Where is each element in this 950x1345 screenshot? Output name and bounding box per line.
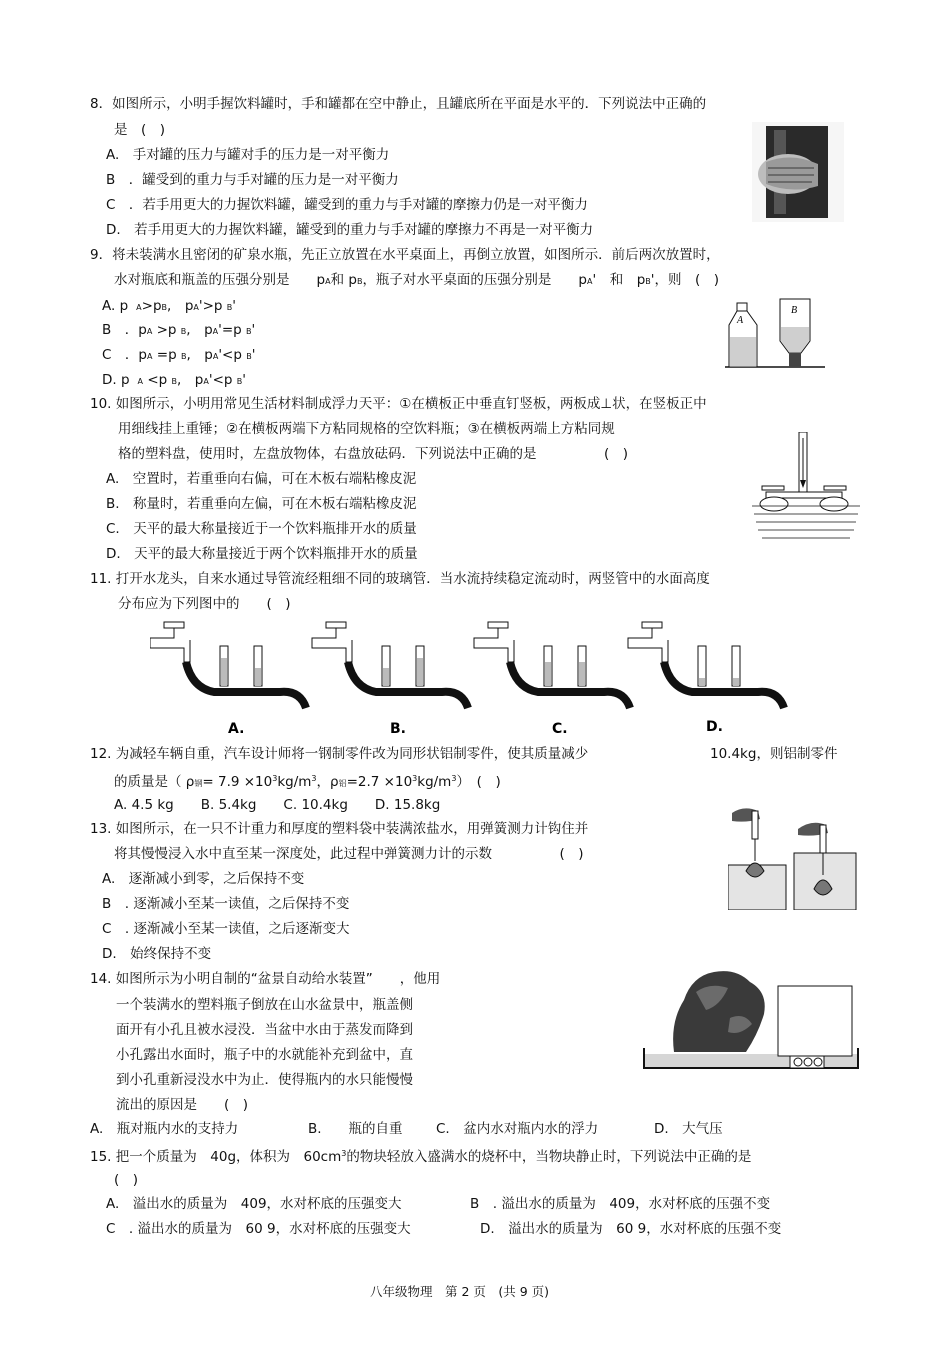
- option-c-label: C.: [552, 721, 568, 737]
- q10-stem-cont2: 格的塑料盘，使用时，左盘放物体，右盘放砝码．下列说法中正确的是 ( ): [118, 446, 629, 462]
- buoyancy-balance-figure: [752, 432, 860, 550]
- spring-scale-figure: [728, 805, 858, 910]
- q9-option-d: D. p A <p B, pA'<p B': [102, 372, 246, 388]
- option-b-label: B.: [390, 721, 406, 737]
- q11-stem-cont: 分布应为下列图中的 ( ): [118, 596, 291, 612]
- q13-option-c: C . 逐渐减小至某一读值，之后逐渐变大: [102, 921, 350, 937]
- q10-stem: 10. 如图所示，小明用常见生活材料制成浮力天平：①在横板正中垂直钉竖板，两板成⊥状，在竖板正中: [90, 396, 707, 412]
- q15-stem-cont: ( ): [114, 1172, 139, 1188]
- q13-option-d: D. 始终保持不变: [102, 946, 212, 962]
- q12-stem: 12. 为减轻车辆自重，汽车设计师将一钢制零件改为同形状铝制零件，使其质量减少: [90, 746, 589, 762]
- q10-option-b: B. 称量时，若重垂向左偏，可在木板右端粘橡皮泥: [106, 496, 417, 512]
- q15-option-a: A. 溢出水的质量为 409，水对杯底的压强变大: [106, 1196, 402, 1212]
- q11-stem: 11. 打开水龙头，自来水通过导管流经粗细不同的玻璃管．当水流持续稳定流动时，两竖管中的水面高度: [90, 571, 710, 587]
- q8-option-b: B ．罐受到的重力与手对罐的压力是一对平衡力: [106, 172, 399, 188]
- q15-option-d: D. 溢出水的质量为 60 9，水对杯底的压强不变: [480, 1221, 782, 1237]
- q9-option-b: B ．pA >p B, pA'=p B': [102, 322, 256, 338]
- faucet-tubes-figure: [150, 618, 790, 738]
- q12-stem-cont: 的质量是（ ρ钢= $7.9 \times 10^3kg/m^3$，ρ铝$=2.7 \times 10^3kg/m^3$） ( ): [114, 774, 501, 790]
- q13-stem-cont: 将其慢慢浸入水中直至某一深度处，此过程中弹簧测力计的示数 ( ): [114, 846, 584, 862]
- q8-stem: 8．如图所示，小明手握饮料罐时，手和罐都在空中静止，且罐底所在平面是水平的．下列说法中正确的: [90, 96, 707, 112]
- q9-stem: 9．将未装满水且密闭的矿泉水瓶，先正立放置在水平桌面上，再倒立放置，如图所示．前后两次放置时，: [90, 247, 720, 263]
- q9-stem-cont: 水对瓶底和瓶盖的压强分别是 pA和 pB，瓶子对水平桌面的压强分别是 pA' 和 pB'，则 ( ): [114, 272, 720, 288]
- q13-option-a: A. 逐渐减小到零，之后保持不变: [102, 871, 305, 887]
- option-a-label: A.: [228, 721, 245, 737]
- q14-option-c: C. 盆内水对瓶内水的浮力: [436, 1121, 599, 1137]
- bottle-b-label: B: [791, 305, 798, 316]
- page-footer: 八年级物理 第 2 页 (共 9 页): [370, 1284, 550, 1299]
- q13-stem: 13. 如图所示，在一只不计重力和厚度的塑料袋中装满浓盐水，用弹簧测力计钩住并: [90, 821, 589, 837]
- q14-option-b: B. 瓶的自重: [308, 1121, 403, 1137]
- option-d-diagram: [628, 622, 784, 735]
- q10-option-a: A. 空置时，若重垂向右偏，可在木板右端粘橡皮泥: [106, 471, 417, 487]
- water-bottles-figure: [725, 295, 825, 370]
- q12-stem-right: 10.4kg，则铝制零件: [710, 746, 838, 762]
- q15-option-b: B . 溢出水的质量为 409，水对杯底的压强不变: [470, 1196, 771, 1212]
- option-b-diagram: [312, 622, 468, 737]
- q12-options: A. 4.5 kg B. 5.4kg C. 10.4kg D. 15.8kg: [114, 797, 441, 813]
- q14-option-a: A. 瓶对瓶内水的支持力: [90, 1121, 239, 1137]
- option-d-label: D.: [706, 719, 723, 735]
- q14-stem: 14. 如图所示为小明自制的“盆景自动给水装置” ，他用: [90, 971, 441, 987]
- q14-option-d: D. 大气压: [654, 1121, 723, 1137]
- bonsai-watering-figure: [640, 962, 862, 1074]
- q15-option-c: C . 溢出水的质量为 60 9，水对杯底的压强变大: [106, 1221, 411, 1237]
- q14-line4: 小孔露出水面时，瓶子中的水就能补充到盆中，直: [116, 1047, 413, 1063]
- q8-stem-cont: 是 ( ): [114, 122, 166, 138]
- q14-line3: 面开有小孔且被水浸没．当盆中水由于蒸发而降到: [116, 1022, 413, 1038]
- hand-holding-can-figure: [752, 122, 844, 222]
- q14-line2: 一个装满水的塑料瓶子倒放在山水盆景中，瓶盖侧: [116, 997, 413, 1013]
- q10-stem-cont: 用细线挂上重锤；②在横板两端下方粘同规格的空饮料瓶；③在横板两端上方粘同规: [118, 421, 615, 437]
- q8-option-c: C ．若手用更大的力握饮料罐，罐受到的重力与手对罐的摩擦力仍是一对平衡力: [106, 197, 588, 213]
- q8-option-a: A. 手对罐的压力与罐对手的压力是一对平衡力: [106, 147, 390, 163]
- q8-option-d: D. 若手用更大的力握饮料罐，罐受到的重力与手对罐的摩擦力不再是一对平衡力: [106, 222, 594, 238]
- q9-option-c: C ．pA =p B, pA'<p B': [102, 347, 256, 363]
- q14-line6: 流出的原因是 ( ): [116, 1097, 249, 1113]
- q9-option-a: A. p A>pB, pA'>p B': [102, 298, 236, 314]
- q15-stem: 15. 把一个质量为 40g，体积为 $60cm^3$的物块轻放入盛满水的烧杯中，当物块静止时，下列说法中正确的是: [90, 1149, 752, 1165]
- option-c-diagram: [474, 622, 630, 737]
- q10-option-d: D. 天平的最大称量接近于两个饮料瓶排开水的质量: [106, 546, 418, 562]
- bottle-a-label: A: [737, 315, 744, 326]
- q13-option-b: B . 逐渐减小至某一读值，之后保持不变: [102, 896, 350, 912]
- option-a-diagram: [150, 622, 306, 737]
- q14-line5: 到小孔重新浸没水中为止．使得瓶内的水只能慢慢: [116, 1072, 413, 1088]
- q10-option-c: C. 天平的最大称量接近于一个饮料瓶排开水的质量: [106, 521, 417, 537]
